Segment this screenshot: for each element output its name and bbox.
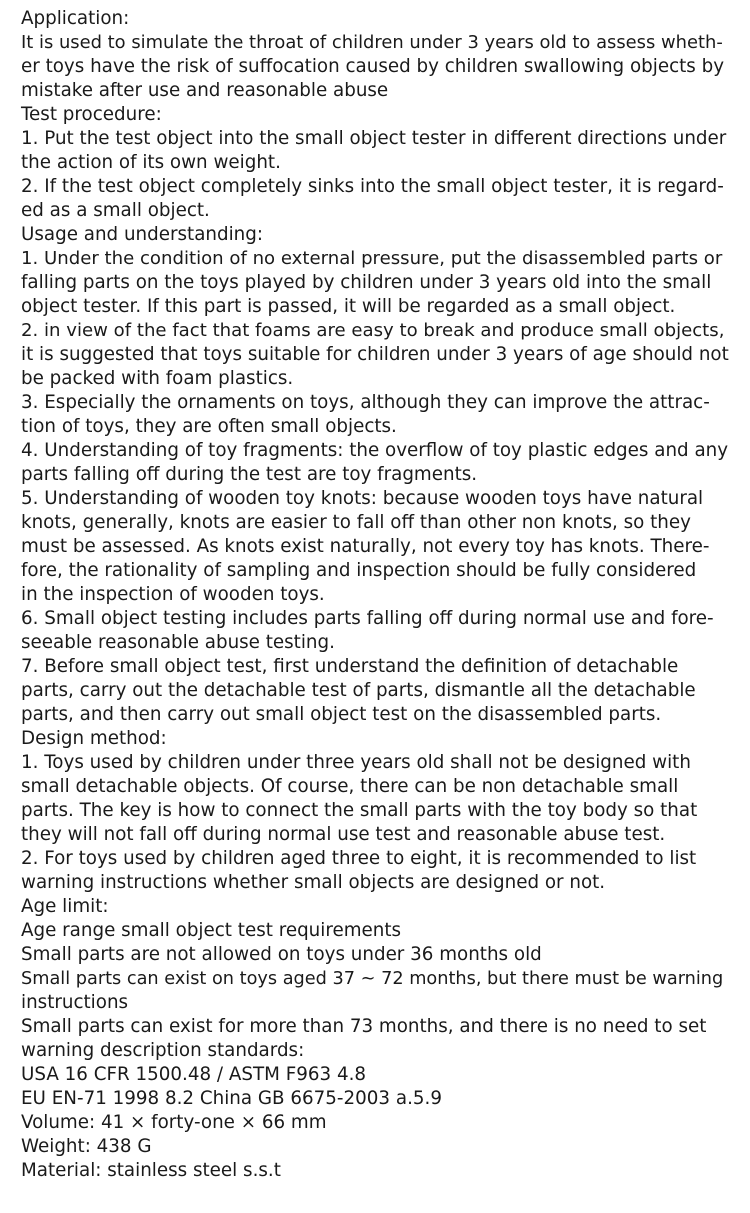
spec-volume: Volume: 41 × forty-one × 66 mm bbox=[21, 1112, 327, 1133]
text-line: parts. The key is how to connect the small parts with the toy body so that bbox=[21, 800, 698, 821]
text-line: mistake after use and reasonable abuse bbox=[21, 80, 389, 101]
text-line: 2. in view of the fact that foams are easy to break and produce small objects, bbox=[21, 320, 725, 341]
text-line: er toys have the risk of suffocation caused by children swallowing objects by bbox=[21, 56, 725, 77]
spec-material: Material: stainless steel s.s.t bbox=[21, 1160, 281, 1181]
heading-design-method: Design method: bbox=[21, 728, 167, 749]
text-line: Age range small object test requirements bbox=[21, 920, 402, 941]
text-line: parts, carry out the detachable test of parts, dismantle all the detachable bbox=[21, 680, 696, 701]
text-line: must be assessed. As knots exist naturally, not every toy has knots. There- bbox=[21, 536, 710, 557]
text-line: in the inspection of wooden toys. bbox=[21, 584, 325, 605]
document-body bbox=[21, 7, 729, 1183]
text-line: instructions bbox=[21, 992, 129, 1013]
heading-application: Application: bbox=[21, 8, 130, 29]
text-line: they will not fall off during normal use test and reasonable abuse test. bbox=[21, 824, 666, 845]
text-line: 1. Toys used by children under three years old shall not be designed with bbox=[21, 752, 691, 773]
heading-test-procedure: Test procedure: bbox=[21, 104, 162, 125]
text-line: 6. Small object testing includes parts falling off during normal use and fore- bbox=[21, 608, 714, 629]
text-line: the action of its own weight. bbox=[21, 152, 281, 173]
text-line: warning instructions whether small objects are designed or not. bbox=[21, 872, 606, 893]
text-line: object tester. If this part is passed, it will be regarded as a small object. bbox=[21, 296, 676, 317]
text-line: Small parts can exist for more than 73 months, and there is no need to set bbox=[21, 1016, 707, 1037]
text-line: ed as a small object. bbox=[21, 200, 210, 221]
heading-age-limit: Age limit: bbox=[21, 896, 109, 917]
text-line: tion of toys, they are often small objects. bbox=[21, 416, 397, 437]
heading-usage: Usage and understanding: bbox=[21, 224, 264, 245]
text-line: small detachable objects. Of course, there can be non detachable small bbox=[21, 776, 679, 797]
text-line: seeable reasonable abuse testing. bbox=[21, 632, 335, 653]
text-line: 2. For toys used by children aged three to eight, it is recommended to list bbox=[21, 848, 697, 869]
text-line: 4. Understanding of toy fragments: the overflow of toy plastic edges and any bbox=[21, 440, 729, 461]
spec-weight: Weight: 438 G bbox=[21, 1136, 152, 1157]
text-line: Small parts can exist on toys aged 37 ~ 72 months, but there must be warning bbox=[21, 969, 724, 989]
text-line: falling parts on the toys played by children under 3 years old into the small bbox=[21, 272, 712, 293]
text-line: warning description standards: bbox=[21, 1040, 305, 1061]
text-line: parts, and then carry out small object test on the disassembled parts. bbox=[21, 704, 662, 725]
standard-eu-china: EU EN-71 1998 8.2 China GB 6675-2003 a.5.9 bbox=[21, 1088, 442, 1109]
standard-usa: USA 16 CFR 1500.48 / ASTM F963 4.8 bbox=[21, 1064, 367, 1085]
text-line: 1. Under the condition of no external pressure, put the disassembled parts or bbox=[21, 248, 723, 269]
text-line: 5. Understanding of wooden toy knots: because wooden toys have natural bbox=[21, 488, 704, 509]
text-line: 2. If the test object completely sinks into the small object tester, it is regard- bbox=[21, 176, 724, 197]
text-line: parts falling off during the test are toy fragments. bbox=[21, 464, 478, 485]
text-line: 7. Before small object test, first understand the definition of detachable bbox=[21, 656, 679, 677]
text-line: 1. Put the test object into the small object tester in different directions under bbox=[21, 128, 727, 149]
text-line: it is suggested that toys suitable for children under 3 years of age should not bbox=[21, 344, 729, 365]
text-line: fore, the rationality of sampling and inspection should be fully considered bbox=[21, 560, 697, 581]
text-line: knots, generally, knots are easier to fall off than other non knots, so they bbox=[21, 512, 691, 533]
text-line: Small parts are not allowed on toys under 36 months old bbox=[21, 944, 542, 965]
text-line: 3. Especially the ornaments on toys, although they can improve the attrac- bbox=[21, 392, 710, 413]
text-line: It is used to simulate the throat of children under 3 years old to assess wheth- bbox=[21, 32, 723, 53]
text-line: be packed with foam plastics. bbox=[21, 368, 294, 389]
